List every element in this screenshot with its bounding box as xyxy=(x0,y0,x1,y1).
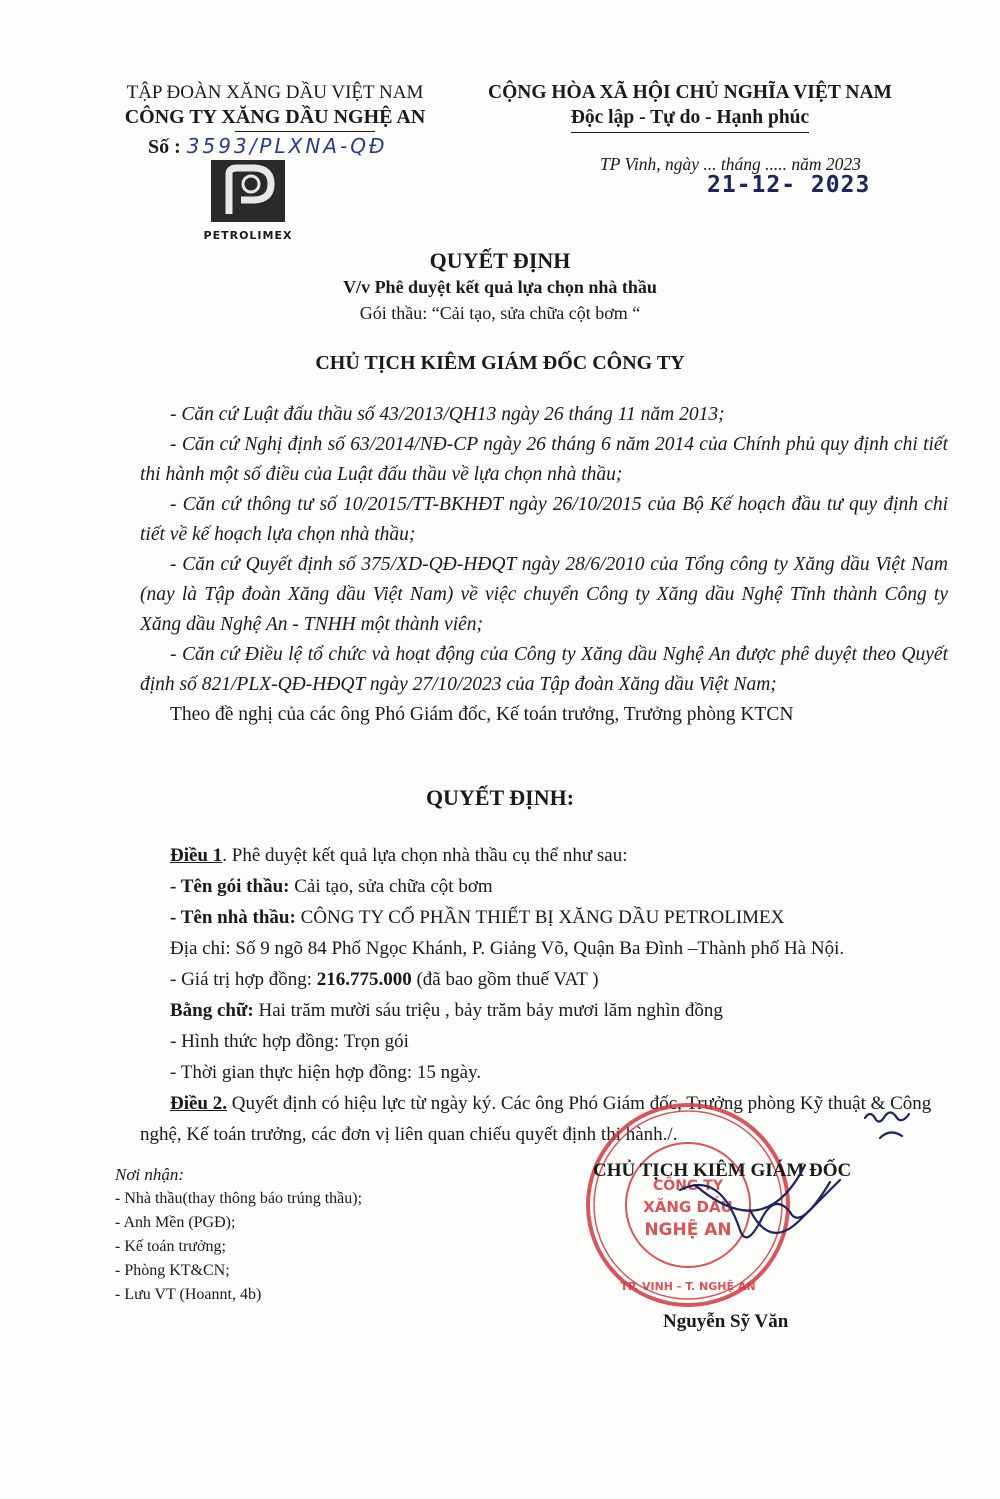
duration-row: - Thời gian thực hiện hợp đồng: 15 ngày. xyxy=(170,1062,482,1083)
seal-text-top: CÔNG TY xyxy=(653,1178,723,1194)
package-label: - Tên gói thầu: xyxy=(170,876,290,897)
seal-text-mid2: NGHỆ AN xyxy=(644,1220,732,1240)
company-name: CÔNG TY XĂNG DẦU NGHỆ AN xyxy=(124,106,426,128)
signer-name: Nguyễn Sỹ Văn xyxy=(663,1311,789,1332)
form-row: - Hình thức hợp đồng: Trọn gói xyxy=(170,1031,409,1052)
national-motto: Độc lập - Tự do - Hạnh phúc xyxy=(571,105,809,133)
recipients xyxy=(115,1163,362,1307)
legal-basis xyxy=(140,400,948,730)
article-1-text: . Phê duyệt kết quả lựa chọn nhà thầu cụ thể như sau: xyxy=(222,845,628,866)
basis-item: - Căn cứ Luật đấu thầu số 43/2013/QH13 ngày 26 tháng 11 năm 2013; xyxy=(170,404,725,425)
article-1-heading xyxy=(140,840,948,871)
number-label: Số : xyxy=(148,136,181,158)
signature-icon xyxy=(650,1090,950,1290)
contractor-row xyxy=(140,902,948,933)
petrolimex-logo-icon xyxy=(211,160,285,222)
seal-ring-text: TP. VINH - T. NGHỆ AN xyxy=(620,1280,756,1293)
contractor-value: CÔNG TY CỔ PHẦN THIẾT BỊ XĂNG DẦU PETROLIMEX xyxy=(295,907,785,928)
authority-title: CHỦ TỊCH KIÊM GIÁM ĐỐC CÔNG TY xyxy=(315,352,685,374)
basis-item: - Căn cứ Điều lệ tổ chức và hoạt động của Công ty Xăng dầu Nghệ An được phê duyệt theo Quyết định số 821/PLX-QĐ-HĐQT ngày 27/10/2023 của Tập đoàn Xăng dầu Việt Nam; xyxy=(140,644,948,695)
recipients-heading: Nơi nhận: xyxy=(115,1165,185,1184)
place-date: TP Vinh, ngày ... tháng ..... năm 2023 xyxy=(600,154,861,174)
package-value: Cải tạo, sửa chữa cột bơm xyxy=(289,876,493,897)
document-number xyxy=(148,134,387,159)
article-1-label: Điều 1 xyxy=(170,845,223,866)
issuer-block xyxy=(95,80,455,130)
value-amount: 216.775.000 xyxy=(316,969,412,990)
decision-title: QUYẾT ĐỊNH: xyxy=(425,785,575,810)
basis-item: - Căn cứ Nghị định số 63/2014/NĐ-CP ngày 26 tháng 6 năm 2014 của Chính phủ quy định chi tiết thi hành một số điều của Luật đấu thầu về lựa chọn nhà thầu; xyxy=(140,434,948,485)
national-header xyxy=(470,80,910,133)
article-2-label: Điều 2. xyxy=(170,1093,227,1114)
article-2-text: Quyết định có hiệu lực từ ngày ký. Các ông Phó Giám đốc, Trưởng phòng Kỹ thuật & Công nghệ, Kế toán trưởng, các đơn vị liên quan chiếu quyết định thi hành./. xyxy=(140,1093,932,1145)
recipient-item: - Lưu VT (Hoannt, 4b) xyxy=(115,1286,262,1303)
package-line: Gói thầu: “Cải tạo, sửa chữa cột bơm “ xyxy=(359,303,641,323)
value-row xyxy=(140,964,948,995)
words-value: Hai trăm mười sáu triệu , bảy trăm bảy mươi lăm nghìn đồng xyxy=(253,1000,723,1021)
basis-item: - Căn cứ Quyết định số 375/XD-QĐ-HĐQT ngày 28/6/2010 của Tổng công ty Xăng dầu Việt Nam (nay là Tập đoàn Xăng dầu Việt Nam) về việc chuyển Công ty Xăng dầu Nghệ Tĩnh thành Công ty Xăng dầu Nghệ An - TNHH một thành viên; xyxy=(140,554,948,635)
contractor-label: - Tên nhà thầu: xyxy=(170,907,296,928)
document-title: QUYẾT ĐỊNH xyxy=(429,248,571,273)
value-note: (đã bao gồm thuế VAT ) xyxy=(411,969,599,990)
basis-item: - Căn cứ thông tư số 10/2015/TT-BKHĐT ngày 26/10/2015 của Bộ Kế hoạch đầu tư quy định chi tiết về kế hoạch lựa chọn nhà thầu; xyxy=(140,494,948,545)
words-row xyxy=(140,995,948,1026)
header-divider xyxy=(235,131,375,132)
recipient-item: - Anh Mền (PGĐ); xyxy=(115,1214,236,1231)
recipient-item: - Kế toán trưởng; xyxy=(115,1238,226,1255)
package-row xyxy=(140,871,948,902)
number-value: 3593/PLXNA-QĐ xyxy=(186,134,388,158)
signer-title: CHỦ TỊCH KIÊM GIÁM ĐỐC xyxy=(593,1160,852,1181)
value-label: - Giá trị hợp đồng: xyxy=(170,969,317,990)
logo-wordmark: PETROLIMEX xyxy=(203,229,293,242)
document-subject: V/v Phê duyệt kết quả lựa chọn nhà thầu xyxy=(343,277,657,297)
seal-text-mid1: XĂNG DẦU xyxy=(643,1198,733,1216)
address-row: Địa chỉ: Số 9 ngõ 84 Phố Ngọc Khánh, P. Giảng Võ, Quận Ba Đình –Thành phố Hà Nội. xyxy=(170,938,845,959)
proposal-line: Theo đề nghị của các ông Phó Giám đốc, Kế toán trưởng, Trưởng phòng KTCN xyxy=(170,704,794,725)
recipient-item: - Phòng KT&CN; xyxy=(115,1262,230,1279)
parent-org: TẬP ĐOÀN XĂNG DẦU VIỆT NAM xyxy=(126,82,424,103)
words-label: Bằng chữ: xyxy=(170,1000,254,1021)
recipient-item: - Nhà thầu(thay thông báo trúng thầu); xyxy=(115,1190,363,1207)
country-name: CỘNG HÒA XÃ HỘI CHỦ NGHĨA VIỆT NAM xyxy=(488,82,892,103)
stamped-date: 21-12- 2023 xyxy=(707,172,871,198)
